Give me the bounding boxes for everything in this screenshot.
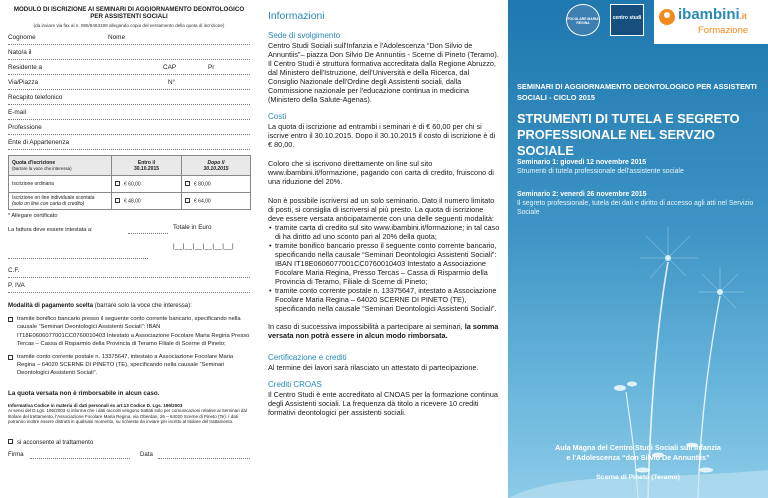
fattura-line-2[interactable] xyxy=(8,253,148,259)
label-piva: P. IVA xyxy=(8,282,25,289)
checkbox[interactable] xyxy=(8,355,13,360)
fee-header-entro-date: 30.10.2015 xyxy=(133,165,160,172)
seminar-1: Seminario 1: giovedì 12 novembre 2015 Strumenti di tutela professionale dell'assistente sociale xyxy=(517,159,684,175)
checkbox[interactable] xyxy=(115,181,120,186)
fee-row-online-note: (solo on line con carta di credito) xyxy=(12,201,85,207)
label-email: E-mail xyxy=(8,109,27,116)
label-via: Via/Piazza xyxy=(8,79,39,86)
label-residente: Residente a xyxy=(8,64,43,71)
costi-text: La quota di iscrizione ad entrambi i seminari è di € 60,00 per chi si iscrive entro il 30.10.2015. Dopo il 30.10.2015 il costo di iscrizione è di € 80,00. xyxy=(268,122,496,149)
totale-label: Totale in Euro xyxy=(173,224,212,231)
fee-header-dopo-date: 30.10.2015 xyxy=(203,165,229,172)
label-n: N° xyxy=(168,79,176,86)
data-line[interactable] xyxy=(158,458,250,459)
info-panel xyxy=(268,0,500,498)
venue: Aula Magna del Centro Studi Sociali sull'Infanzia e l'Adolescenza “don Silvio De Annuntiis” xyxy=(555,443,721,462)
label-professione: Professione xyxy=(8,124,42,131)
modalita-heading: Modalità di pagamento scelta (barrare solo la voce che interessa): xyxy=(8,302,192,309)
fattura-line[interactable] xyxy=(128,233,168,234)
label-recapito: Recapito telefonico xyxy=(8,94,63,101)
fee-header-entro: Entro il xyxy=(137,159,156,166)
list-item: • tramite bonifico bancario presso il seguente conto corrente bancario, specificando nella causale “Seminari Deontologici Assistenti Sociali”: IBAN IT18E0606077001CC0760010403 Intestato a Associazione Focolare Maria Regina, Presso Tercas – Cassa di Risparmio della Provincia di Teramo, Filiale di Scerne di Pineto; xyxy=(268,241,500,286)
cover-panel xyxy=(508,0,768,498)
fee-row-online: Iscrizione on line individuale scontata xyxy=(12,195,95,201)
fee-header-quota: Quota d'iscrizione xyxy=(12,159,56,166)
form-title: MODULO DI ISCRIZIONE AI SEMINARI DI AGGIORNAMENTO DEONTOLOGICO PER ASSISTENTI SOCIALI xyxy=(13,6,245,20)
list-item: • tramite carta di credito sul sito www.ibambini.it/formazione; in tal caso di ha diritto ad uno sconto pari al 20% della quota; xyxy=(268,223,500,241)
privacy-title: Informativa Codice in materia di dati personali ex art.13 Codice D. Lgs. 196/2003 xyxy=(8,402,183,408)
label-pr: Pr xyxy=(208,64,215,71)
allegare-note: * Allegare certificato xyxy=(8,213,58,219)
firma-label: Firma xyxy=(8,450,24,458)
modalita-list xyxy=(268,223,500,313)
field-piva[interactable] xyxy=(8,278,250,293)
series-title: SEMINARI DI AGGIORNAMENTO DEONTOLOGICO PER ASSISTENTI SOCIALI - CICLO 2015 xyxy=(517,82,757,102)
field-residente[interactable] xyxy=(8,60,250,75)
fee-row-ordinaria: Iscrizione ordinaria xyxy=(9,176,112,193)
privacy-text: Ai sensi del D.Lgs. 196/2003 si informa che i dati raccolti vengono trattati solo per comunicazioni relative ai Seminari dal titolare del trattamento, l'Associazione Focolare Maria Regina, via Oberdan, 26 – 64020 Scerne di Pineto (Te). I dati potranno inoltre essere distrutti in qualsiasi momento, su richiesta da inviare per iscritto al titolare del trattamento. xyxy=(8,407,247,425)
venue-place: Scerne di Pineto (Teramo) xyxy=(596,474,680,481)
croas-title: Crediti CROAS xyxy=(268,380,322,389)
checkbox[interactable] xyxy=(115,198,120,203)
field-cf[interactable] xyxy=(8,263,250,278)
field-professione[interactable] xyxy=(8,120,250,135)
data-label: Data xyxy=(140,450,153,458)
croas-text: Il Centro Studi è ente accreditato al CNOAS per la formazione continua degli Assistenti sociali. La frequenza dà titolo a ricevere 10 crediti formativi deontologici per assistenti sociali. xyxy=(268,390,498,417)
checkbox[interactable] xyxy=(8,317,13,322)
non-rimborsabile: La quota versata non è rimborsabile in alcun caso. xyxy=(8,389,160,397)
sede-title: Sede di svolgimento xyxy=(268,31,341,40)
field-email[interactable] xyxy=(8,105,250,120)
fee-option-80[interactable]: € 80,00 xyxy=(182,176,251,193)
checkbox[interactable] xyxy=(8,439,13,444)
possibile-text: Non è possibile iscriversi ad un solo seminario. Dato il numero limitato di posti, si consiglia di iscriversi al più presto. La quota di iscrizione deve essere versata anticipatamente con una delle seguenti modalità: xyxy=(268,196,495,223)
firma-line[interactable] xyxy=(30,458,130,459)
centro-studi-logo: centro studi xyxy=(610,4,644,36)
pay-option-bonifico[interactable]: tramite bonifico bancario presso il seguente conto corrente bancario, specificando nella causale “Seminari Deontologici Assistenti Sociali”: IBAN IT18E0606077001CC0760010403 Intestato a Associazione Focolare Maria Regina Presso Tercas – Cassa di Risparmio della Provincia di Teramo Filiale di Scerne di Pineto; xyxy=(8,315,250,349)
checkbox[interactable] xyxy=(185,198,190,203)
label-nome: Nome xyxy=(108,34,126,41)
costi-title: Costi xyxy=(268,112,287,121)
ibambini-icon xyxy=(658,8,676,26)
seminar-2: Seminario 2: venerdì 26 novembre 2015 Il segreto professionale, tutela dei dati e diritto di accesso agli atti nel Servizio Sociale xyxy=(517,191,754,216)
fee-option-64[interactable]: € 64,00 xyxy=(182,193,251,210)
registration-form xyxy=(0,0,258,498)
online-text: Coloro che si iscrivono direttamente on line sul sito www.ibambini.it/formazione, pagando con carta di credito, fruiscono di una riduzione del 20%. xyxy=(268,159,494,186)
checkbox[interactable] xyxy=(185,181,190,186)
info-heading: Informazioni xyxy=(268,11,325,22)
totale-boxes[interactable]: |__|__|__|__|__|__| xyxy=(173,243,235,250)
pay-option-postale[interactable]: tramite conto corrente postale n. 13375647, intestato a Associazione Focolare Maria Regina – 64020 SCERNE DI PINETO (TE), specificando nella causale “Seminari Deontologici Assistenti Sociali”. xyxy=(8,353,250,378)
ibambini-logo: ibambini.it Formazione xyxy=(654,0,768,44)
cert-title: Certificazione e crediti xyxy=(268,353,347,362)
field-via[interactable] xyxy=(8,75,250,90)
form-subtitle: (da inviare via fax al n. 085/8463199 allegando copia del versamento della quota di iscrizione) xyxy=(33,23,225,28)
cert-text: Al termine dei lavori sarà rilasciato un attestato di partecipazione. xyxy=(268,363,479,372)
label-cap: CAP xyxy=(163,64,177,71)
label-cognome: Cognome xyxy=(8,34,36,41)
focolare-logo: FOCOLARE MARIA REGINA xyxy=(566,4,600,36)
fee-header-note: (barrare la voce che interessa) xyxy=(12,165,72,171)
seminar-title: STRUMENTI DI TUTELA E SEGRETO PROFESSIONALE NEL SERVZIO SOCIALE xyxy=(517,111,740,158)
field-ente[interactable] xyxy=(8,135,250,150)
consenso-option[interactable]: si acconsente al trattamento xyxy=(8,439,250,446)
field-cognome[interactable] xyxy=(8,30,250,45)
fee-option-48[interactable]: € 48,00 xyxy=(112,193,182,210)
fee-table xyxy=(8,155,251,210)
list-item: • tramite conto corrente postale n. 13375647, intestato a Associazione Focolare Maria Regina – 64020 SCERNE DI PINETO (TE), specificando nella causale “Seminari Deontologici Assistenti Sociali”. xyxy=(268,286,500,313)
label-ente: Ente di Appartenenza xyxy=(8,139,70,146)
sede-text: Centro Studi Sociali sull'Infanzia e l'Adolescenza “Don Silvio de Annuntiis”– piazza Don Silvio De Annuntiis - Scerne di Pineto (Teramo). Il Centro Studi è struttura formativa accreditata dalla Regione Abruzzo, dal Ministero dell'Istruzione, dell'Università e della Ricerca, dal Consiglio Nazionale dell'Ordine degli Assistenti sociali, dalla Commissione nazionale per l'educazione continua in medicina (Ministero della Salute-Agenas). xyxy=(268,41,499,104)
label-nato: Nato/a il xyxy=(8,49,32,56)
label-cf: C.F. xyxy=(8,267,20,274)
fee-option-60[interactable]: € 60,00 xyxy=(112,176,182,193)
dandelion-illustration xyxy=(508,0,768,498)
field-recapito[interactable] xyxy=(8,90,250,105)
fee-header-dopo: Dopo il xyxy=(207,159,225,166)
rimborso-text: In caso di successiva impossibilità a partecipare ai seminari, la somma versata non potrà essere in alcun modo rimborsata. xyxy=(268,322,499,340)
field-nato[interactable] xyxy=(8,45,250,60)
fattura-label: La fattura deve essere intestata a: xyxy=(8,227,93,233)
